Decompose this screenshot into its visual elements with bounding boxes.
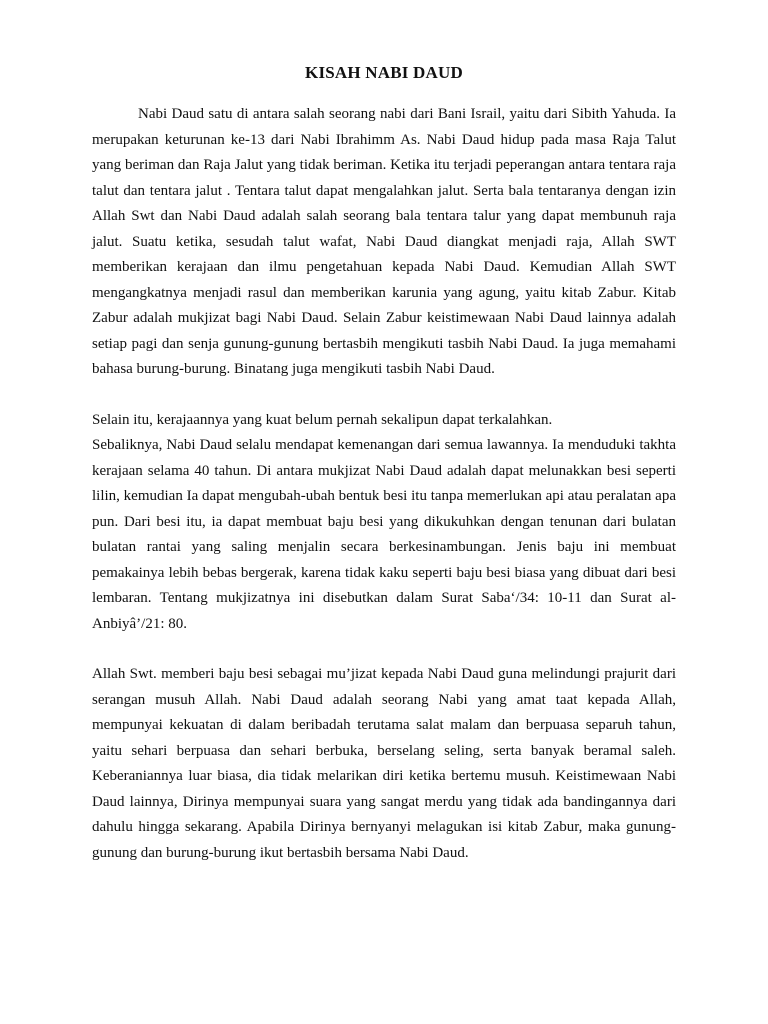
paragraph-intro: Nabi Daud satu di antara salah seorang nabi dari Bani Israil, yaitu dari Sibith Yahuda. Ia merupakan keturunan ke-13 dari Nabi Ibrahimm As. Nabi Daud hidup pada masa Raja Talut yang beriman dan Raja Jalut yang tidak beriman. Ketika itu terjadi peperangan antara tentara raja talut dan tentara jalut . Tentara talut dapat mengalahkan jalut. Serta bala tentaranya dengan izin Allah Swt dan Nabi Daud adalah salah seorang bala tentara talur yang dapat membunuh raja jalut. Suatu ketika, sesudah talut wafat, Nabi Daud diangkat menjadi raja, Allah SWT memberikan kerajaan dan ilmu pengetahuan kepada Nabi Daud. Kemudian Allah SWT mengangkatnya menjadi rasul dan memberikan karunia yang agung, yaitu kitab Zabur. Kitab Zabur adalah mukjizat bagi Nabi Daud. Selain Zabur keistimewaan Nabi Daud lainnya adalah setiap pagi dan senja gunung-gunung bertasbih mengikuti tasbih Nabi Daud. Ia juga memahami bahasa burung-burung. Binatang juga mengikuti tasbih Nabi Daud. [92, 106, 676, 377]
paragraph-kingdom: Selain itu, kerajaannya yang kuat belum pernah sekalipun dapat terkalahkan. [92, 411, 553, 428]
paragraph-spacer [92, 637, 676, 662]
paragraph-spacer [92, 383, 676, 408]
paragraph-armor: Allah Swt. memberi baju besi sebagai mu’jizat kepada Nabi Daud guna melindungi prajurit dari serangan musuh Allah. Nabi Daud adalah seorang Nabi yang amat taat kepada Allah, mempunyai kekuatan di dalam beribadah terutama salat malam dan berpuasa separuh tahun, yaitu sehari berpuasa dan sehari berbuka, berselang seling, serta banyak beramal saleh. Keberaniannya luar biasa, dia tidak melarikan diri ketika bertemu musuh. Keistimewaan Nabi Daud lainnya, Dirinya mempunyai suara yang sangat merdu yang tidak ada bandingannya dari dahulu hingga sekarang. Apabila Dirinya bernyanyi melagukan isi kitab Zabur, maka gunung-gunung dan burung-burung ikut bertasbih bersama Nabi Daud. [92, 666, 676, 861]
paragraph-miracles: Sebaliknya, Nabi Daud selalu mendapat kemenangan dari semua lawannya. Ia menduduki takhta kerajaan selama 40 tahun. Di antara mukjizat Nabi Daud adalah dapat melunakkan besi seperti lilin, kemudian Ia dapat mengubah-ubah bentuk besi itu tanpa memerlukan api atau peralatan apa pun. Dari besi itu, ia dapat membuat baju besi yang dikukuhkan dengan tenunan dari bulatan bulatan rantai yang saling menjalin secara berkesinambungan. Jenis baju ini membuat pemakainya lebih bebas bergerak, karena tidak kaku seperti baju besi biasa yang dibuat dari besi lembaran. Tentang mukjizatnya ini disebutkan dalam Surat Saba‘/34: 10-11 dan Surat al-Anbiyâ’/21: 80. [92, 437, 676, 632]
document-title: KISAH NABI DAUD [305, 63, 463, 82]
document-body [92, 60, 676, 866]
